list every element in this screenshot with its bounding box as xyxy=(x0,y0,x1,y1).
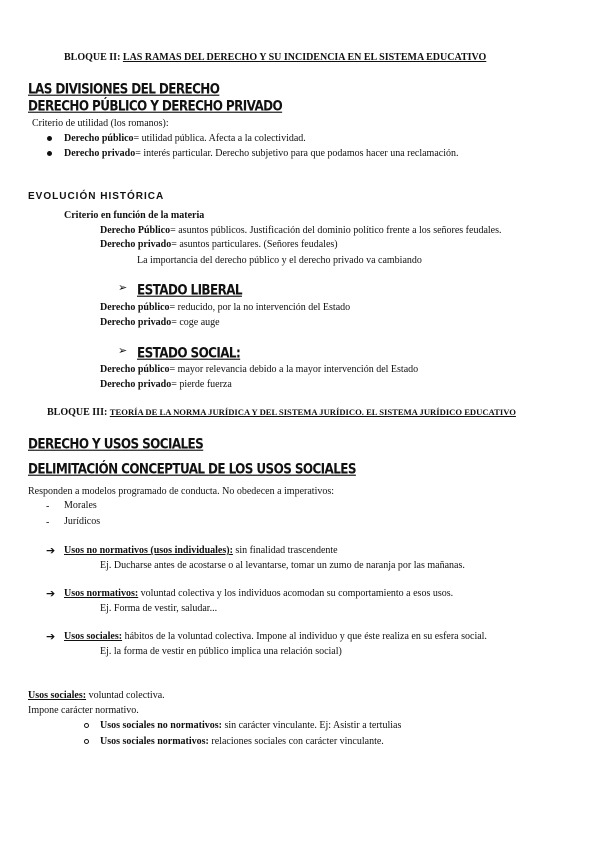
arrow-right-icon: ➔ xyxy=(46,587,56,600)
arrow-bullet-icon: ➢ xyxy=(118,281,128,294)
usos-no-normativos-ejemplo: Ej. Ducharse antes de acostarse o al levantarse, tomar un zumo de naranja por las mañanas. xyxy=(100,560,465,571)
publico-privado-heading: DERECHO PÚBLICO Y DERECHO PRIVADO xyxy=(28,97,283,114)
list-item: Usos sociales no normativos: sin carácter vinculante. Ej: Asistir a tertulias xyxy=(100,720,402,731)
bloque2-prefix: BLOQUE II: xyxy=(64,52,123,63)
usos-normativos-ejemplo: Ej. Forma de vestir, saludar... xyxy=(100,603,218,614)
evolucion-publico: Derecho Público= asuntos públicos. Justificación del dominio político frente a los señores feudales. xyxy=(100,225,502,236)
usos-no-normativos: Usos no normativos (usos individuales): sin finalidad trascendente xyxy=(64,545,338,556)
dash-bullet: - xyxy=(46,501,50,512)
usos-heading: DERECHO Y USOS SOCIALES xyxy=(28,435,204,452)
criterio-utilidad: Criterio de utilidad (los romanos): xyxy=(32,118,169,129)
liberal-privado: Derecho privado= coge auge xyxy=(100,317,220,328)
bloque2-title xyxy=(64,53,486,63)
evolucion-nota: La importancia del derecho público y el derecho privado va cambiando xyxy=(137,255,422,266)
circle-bullet-icon xyxy=(84,739,89,744)
estado-liberal-heading: ESTADO LIBERAL xyxy=(137,281,242,298)
evolucion-privado: Derecho privado= asuntos particulares. (Señores feudales) xyxy=(100,239,338,250)
list-item: Jurídicos xyxy=(64,516,101,527)
resumen-usos-sociales: Usos sociales: voluntad colectiva. xyxy=(28,690,165,701)
usos-intro: Responden a modelos programado de conducta. No obedecen a imperativos: xyxy=(28,486,335,497)
list-item: Morales xyxy=(64,500,97,511)
bloque3-title xyxy=(47,408,516,418)
arrow-right-icon: ➔ xyxy=(46,544,56,557)
bloque3-title-text: TEORÍA DE LA NORMA JURÍDICA Y DEL SISTEMA JURÍDICO. EL SISTEMA JURÍDICO EDUCATIVO xyxy=(109,407,516,417)
usos-sociales: Usos sociales: hábitos de la voluntad colectiva. Impone al individuo y que éste realiza en su esfera social. xyxy=(64,631,487,642)
arrow-bullet-icon: ➢ xyxy=(118,344,128,357)
evolucion-heading: EVOLUCIÓN HISTÓRICA xyxy=(28,191,165,202)
bullet-icon xyxy=(47,151,52,156)
liberal-publico: Derecho público= reducido, por la no intervención del Estado xyxy=(100,302,351,313)
resumen-linea2: Impone carácter normativo. xyxy=(28,705,139,716)
estado-social-heading: ESTADO SOCIAL: xyxy=(137,344,241,361)
list-item: Derecho privado= interés particular. Derecho subjetivo para que podamos hacer una reclamación. xyxy=(64,148,459,159)
delimitacion-heading: DELIMITACIÓN CONCEPTUAL DE LOS USOS SOCIALES xyxy=(28,460,356,477)
social-privado: Derecho privado= pierde fuerza xyxy=(100,379,232,390)
criterio-materia: Criterio en función de la materia xyxy=(64,210,205,221)
social-publico: Derecho público= mayor relevancia debido a la mayor intervención del Estado xyxy=(100,364,419,375)
dash-bullet: - xyxy=(46,517,50,528)
bloque2-title-text: LAS RAMAS DEL DERECHO Y SU INCIDENCIA EN EL SISTEMA EDUCATIVO xyxy=(122,52,487,63)
circle-bullet-icon xyxy=(84,723,89,728)
usos-sociales-ejemplo: Ej. la forma de vestir en público implica una relación social) xyxy=(100,646,342,657)
bullet-icon xyxy=(47,136,52,141)
list-item: Usos sociales normativos: relaciones sociales con carácter vinculante. xyxy=(100,736,384,747)
bloque3-prefix: BLOQUE III: xyxy=(47,407,110,418)
list-item: Derecho público= utilidad pública. Afecta a la colectividad. xyxy=(64,133,306,144)
divisiones-heading: LAS DIVISIONES DEL DERECHO xyxy=(28,80,220,97)
usos-normativos: Usos normativos: voluntad colectiva y los individuos acomodan su comportamiento a esos usos. xyxy=(64,588,454,599)
arrow-right-icon: ➔ xyxy=(46,630,56,643)
